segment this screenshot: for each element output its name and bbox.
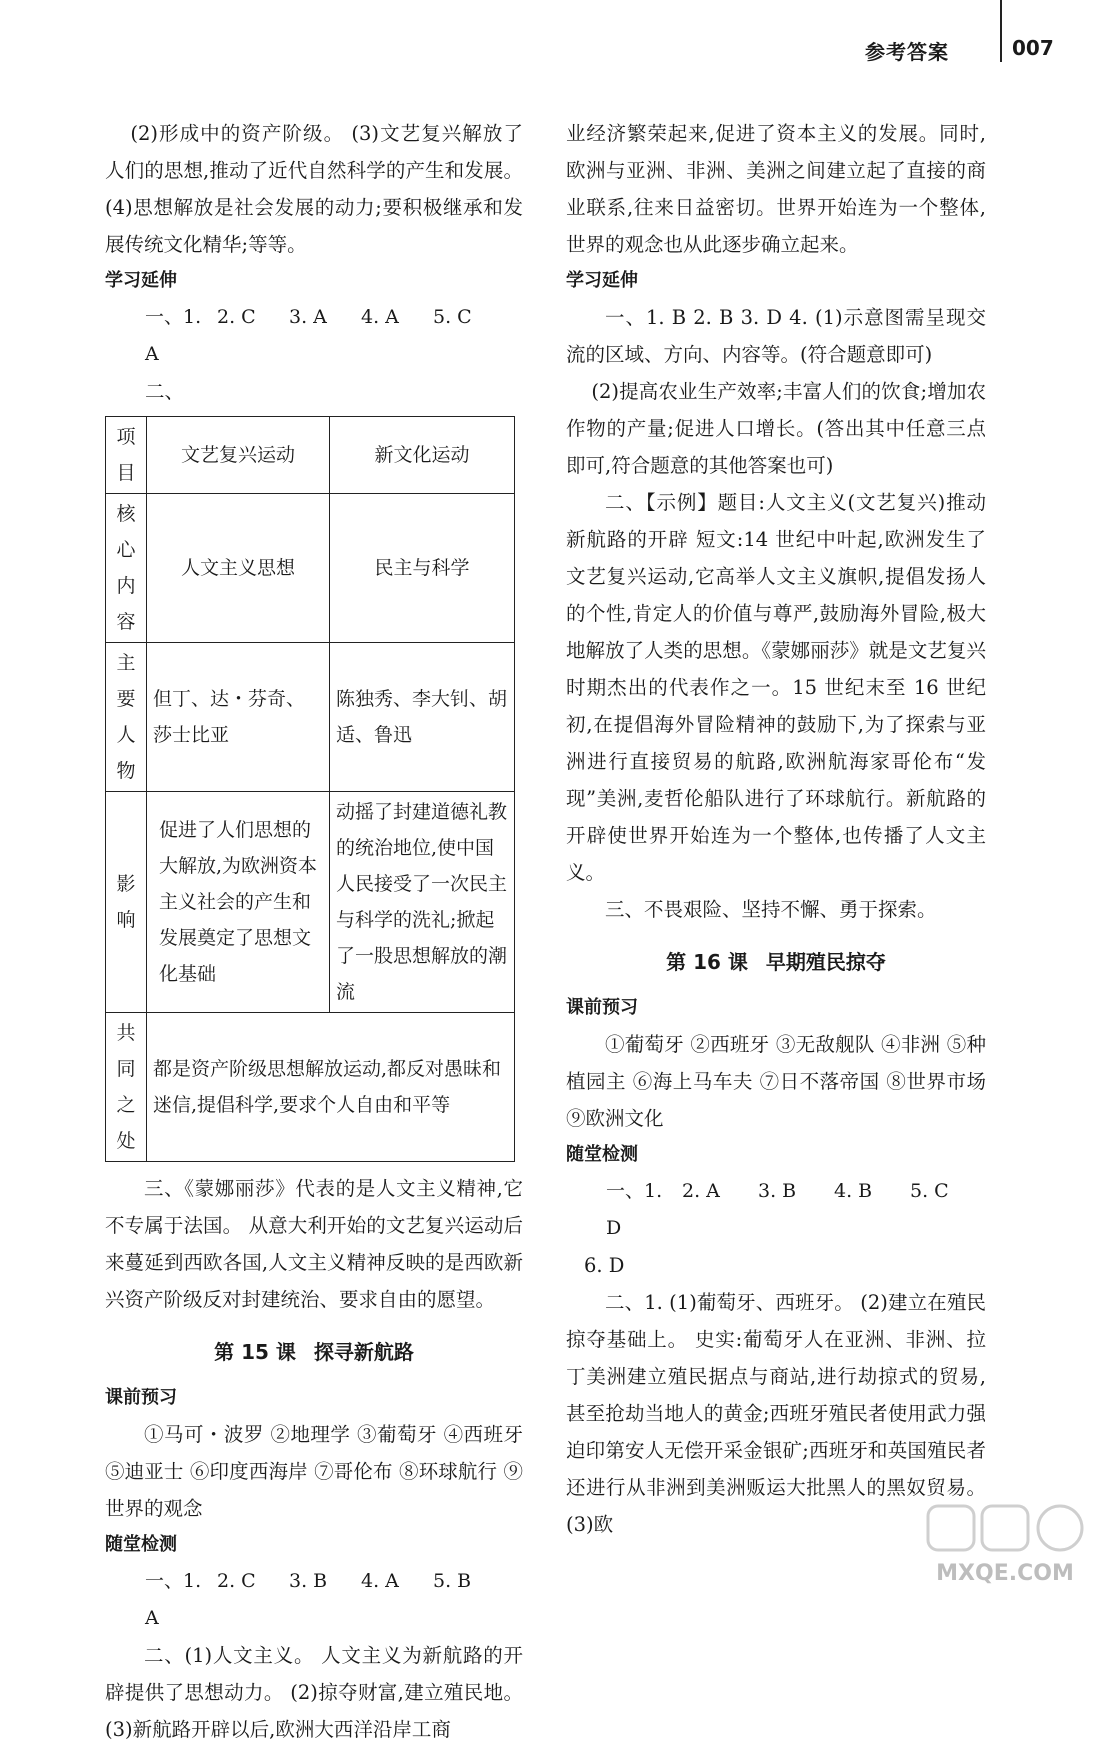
header-divider	[1000, 0, 1002, 62]
section-title-check: 随堂检测	[105, 1534, 177, 1555]
header-title: 参考答案	[865, 40, 949, 64]
preview-answers: ①马可・波罗 ②地理学 ③葡萄牙 ④西班牙 ⑤迪亚士 ⑥印度西海岸 ⑦哥伦布 ⑧环球航行 ⑨世界的观念	[105, 1423, 523, 1520]
extension-part-three: 三、《蒙娜丽莎》代表的是人文主义精神,它不专属于法国。 从意大利开始的文艺复兴运动后来蔓延到西欧各国,人文主义精神反映的是西欧新兴资产阶级反对封建统治、要求自由的愿望。	[105, 1177, 523, 1311]
answer-item: 4. A	[361, 1570, 399, 1592]
answer-item: 3. B	[758, 1180, 797, 1202]
answer-item: 一、1. D	[606, 1180, 663, 1239]
extension-answers	[105, 299, 523, 373]
check-part-two: 二、(1)人文主义。 人文主义为新航路的开辟提供了思想动力。 (2)掠夺财富,建立殖民地。 (3)新航路开辟以后,欧洲大西洋沿岸工商	[105, 1644, 523, 1741]
table-cell: 民主与科学	[330, 494, 515, 643]
table-row-label: 主要人物	[106, 643, 147, 792]
extension-part-one-2: (2)提高农业生产效率;丰富人们的饮食;增加农作物的产量;促进人口增长。(答出其中任意三点即可,符合题意的其他答案也可)	[566, 380, 986, 477]
answer-item: 一、1. A	[145, 1570, 202, 1629]
answer-item: 5. C	[910, 1180, 949, 1202]
section-title-extension: 学习延伸	[566, 270, 638, 291]
table-cell: 动摇了封建道德礼教的统治地位,使中国人民接受了一次民主与科学的洗礼;掀起了一股思想解放的潮流	[330, 792, 515, 1013]
left-column	[105, 115, 523, 1748]
check-answers	[105, 1563, 523, 1637]
check-answer-six: 6. D	[584, 1254, 625, 1277]
table-row-label: 影响	[106, 792, 147, 1013]
lesson-heading	[105, 1332, 523, 1372]
comparison-table	[105, 416, 515, 1162]
watermark-logo	[920, 1500, 1090, 1590]
table-cell: 陈独秀、李大钊、胡适、鲁迅	[330, 643, 515, 792]
lesson-number: 第 15 课	[214, 1340, 296, 1364]
answer-item: 5. B	[433, 1570, 472, 1592]
page-number: 007	[1012, 36, 1054, 60]
section-title-check: 随堂检测	[566, 1144, 638, 1165]
answer-item: 一、1. A	[145, 306, 202, 365]
right-column	[566, 115, 986, 1543]
table-cell: 促进了人们思想的大解放,为欧洲资本主义社会的产生和发展奠定了思想文化基础	[147, 792, 330, 1013]
table-header-cell: 文艺复兴运动	[147, 417, 330, 494]
answer-item: 2. C	[217, 306, 256, 328]
table-row-label: 核心内容	[106, 494, 147, 643]
table-row	[106, 792, 515, 1013]
intro-paragraph: (2)形成中的资产阶级。 (3)文艺复兴解放了人们的思想,推动了近代自然科学的产生和发展。 (4)思想解放是社会发展的动力;要积极继承和发展传统文化精华;等等。	[105, 122, 523, 256]
preview-answers: ①葡萄牙 ②西班牙 ③无敌舰队 ④非洲 ⑤种植园主 ⑥海上马车夫 ⑦日不落帝国 ⑧世界市场 ⑨欧洲文化	[566, 1033, 986, 1130]
answer-item: 3. A	[289, 306, 327, 328]
extension-part-two: 二、【示例】题目:人文主义(文艺复兴)推动新航路的开辟 短文:14 世纪中叶起,欧洲发生了文艺复兴运动,它高举人文主义旗帜,提倡发扬人的个性,肯定人的价值与尊严,鼓励海外冒险,极大地解放了人类的思想。《蒙娜丽莎》就是文艺复兴时期杰出的代表作之一。15 世纪末至 16 世纪初,在提倡海外冒险精神的鼓励下,为了探索与亚洲进行直接贸易的航路,欧洲航海家哥伦布“发现”美洲,麦哲伦船队进行了环球航行。新航路的开辟使世界开始连为一个整体,也传播了人文主义。	[566, 491, 986, 884]
table-cell: 都是资产阶级思想解放运动,都反对愚昧和迷信,提倡科学,要求个人自由和平等	[147, 1013, 515, 1162]
check-answers	[566, 1173, 986, 1247]
table-row	[106, 643, 515, 792]
extension-part-three: 三、不畏艰险、坚持不懈、勇于探索。	[605, 898, 937, 921]
table-row	[106, 494, 515, 643]
answer-item: 2. C	[217, 1570, 256, 1592]
extension-part-one: 一、1. B 2. B 3. D 4. (1)示意图需呈现交流的区域、方向、内容等。(符合题意即可)	[566, 306, 986, 366]
watermark-text: MXQE.COM	[936, 1561, 1074, 1586]
lesson-number: 第 16 课	[666, 950, 748, 974]
lesson-heading	[566, 942, 986, 982]
section-title-preview: 课前预习	[105, 1387, 177, 1408]
table-row-label: 共同之处	[106, 1013, 147, 1162]
answer-item: 4. A	[361, 306, 399, 328]
table-row	[106, 1013, 515, 1162]
extension-part-two: 二、	[145, 380, 185, 403]
check-part-two: 二、1. (1)葡萄牙、西班牙。 (2)建立在殖民掠夺基础上。 史实:葡萄牙人在亚洲、非洲、拉丁美洲建立殖民据点与商站,进行劫掠式的贸易,甚至抢劫当地人的黄金;西班牙殖民者使用武力强迫印第安人无偿开采金银矿;西班牙和英国殖民者还进行从非洲到美洲贩运大批黑人的黑奴贸易。 (3)欧	[566, 1291, 986, 1536]
table-header-row	[106, 417, 515, 494]
answer-item: 4. B	[834, 1180, 873, 1202]
lesson-title: 早期殖民掠夺	[765, 950, 886, 974]
table-header-cell: 项目	[106, 417, 147, 494]
answer-item: 3. B	[289, 1570, 328, 1592]
section-title-extension: 学习延伸	[105, 270, 177, 291]
table-header-cell: 新文化运动	[330, 417, 515, 494]
answer-item: 2. A	[682, 1180, 720, 1202]
continued-paragraph: 业经济繁荣起来,促进了资本主义的发展。同时,欧洲与亚洲、非洲、美洲之间建立起了直接的商业联系,往来日益密切。世界开始连为一个整体,世界的观念也从此逐步确立起来。	[566, 122, 986, 256]
table-cell: 人文主义思想	[147, 494, 330, 643]
lesson-title: 探寻新航路	[313, 1340, 414, 1364]
answer-item: 5. C	[433, 306, 472, 328]
table-cell: 但丁、达・芬奇、莎士比亚	[147, 643, 330, 792]
section-title-preview: 课前预习	[566, 997, 638, 1018]
